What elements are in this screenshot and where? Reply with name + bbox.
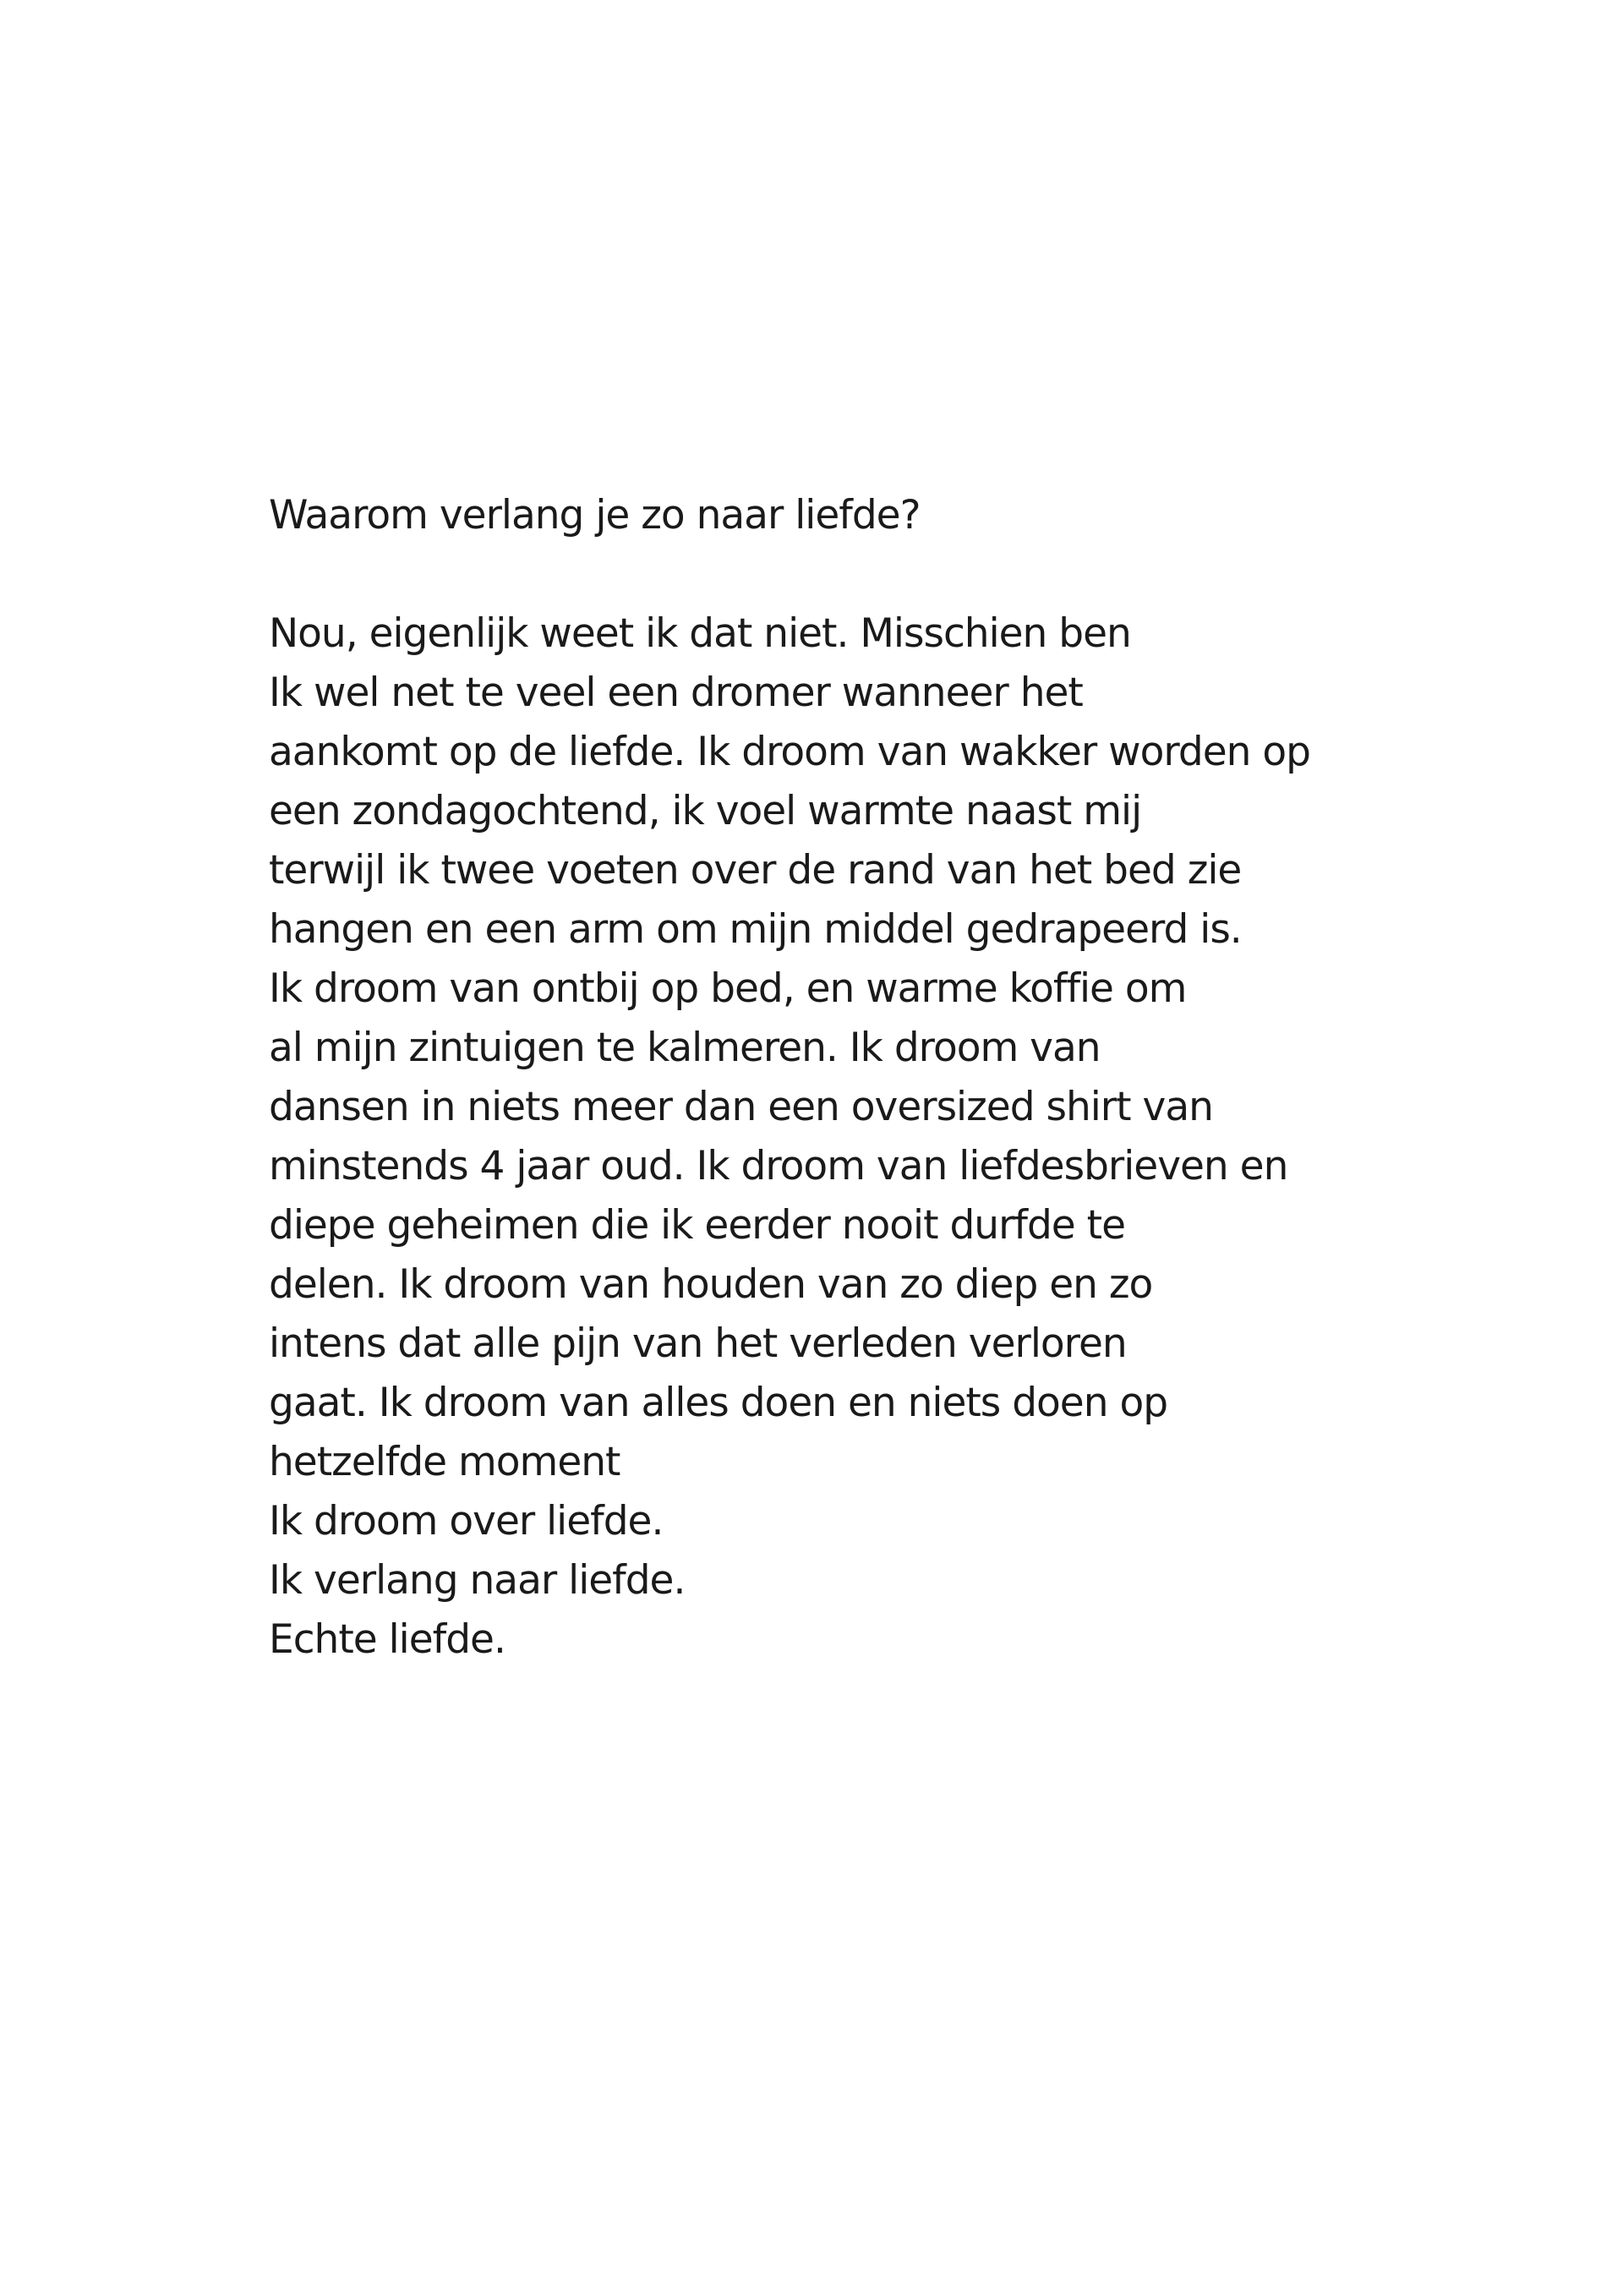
- poem-question: Waarom verlang je zo naar liefde?: [269, 492, 921, 538]
- poem-line: aankomt op de liefde. Ik droom van wakker worden op: [269, 729, 1310, 775]
- poem-line: hangen en een arm om mijn middel gedrapeerd is.: [269, 906, 1242, 953]
- poem-line: Ik wel net te veel een dromer wanneer het: [269, 670, 1083, 716]
- poem-line: delen. Ik droom van houden van zo diep en zo: [269, 1261, 1153, 1308]
- blank-line: [269, 545, 1368, 604]
- poem-line: Ik droom over liefde.: [269, 1498, 664, 1544]
- poem-text-block: [269, 486, 1368, 1670]
- poem-line: Ik verlang naar liefde.: [269, 1557, 686, 1604]
- poem-line: dansen in niets meer dan een oversized shirt van: [269, 1084, 1213, 1130]
- poem-line: terwijl ik twee voeten over de rand van het bed zie: [269, 847, 1242, 894]
- poem-line: Nou, eigenlijk weet ik dat niet. Misschien ben: [269, 610, 1131, 657]
- poem-line: diepe geheimen die ik eerder nooit durfde te: [269, 1202, 1125, 1249]
- poem-line: minstends 4 jaar oud. Ik droom van liefdesbrieven en: [269, 1143, 1288, 1189]
- poem-line: hetzelfde moment: [269, 1439, 620, 1485]
- poem-line: Echte liefde.: [269, 1616, 505, 1663]
- poem-line: een zondagochtend, ik voel warmte naast mij: [269, 788, 1142, 834]
- poem-line: gaat. Ik droom van alles doen en niets doen op: [269, 1380, 1168, 1426]
- poem-line: intens dat alle pijn van het verleden verloren: [269, 1320, 1127, 1367]
- poem-line: al mijn zintuigen te kalmeren. Ik droom van: [269, 1025, 1101, 1071]
- poem-line: Ik droom van ontbij op bed, en warme koffie om: [269, 965, 1187, 1012]
